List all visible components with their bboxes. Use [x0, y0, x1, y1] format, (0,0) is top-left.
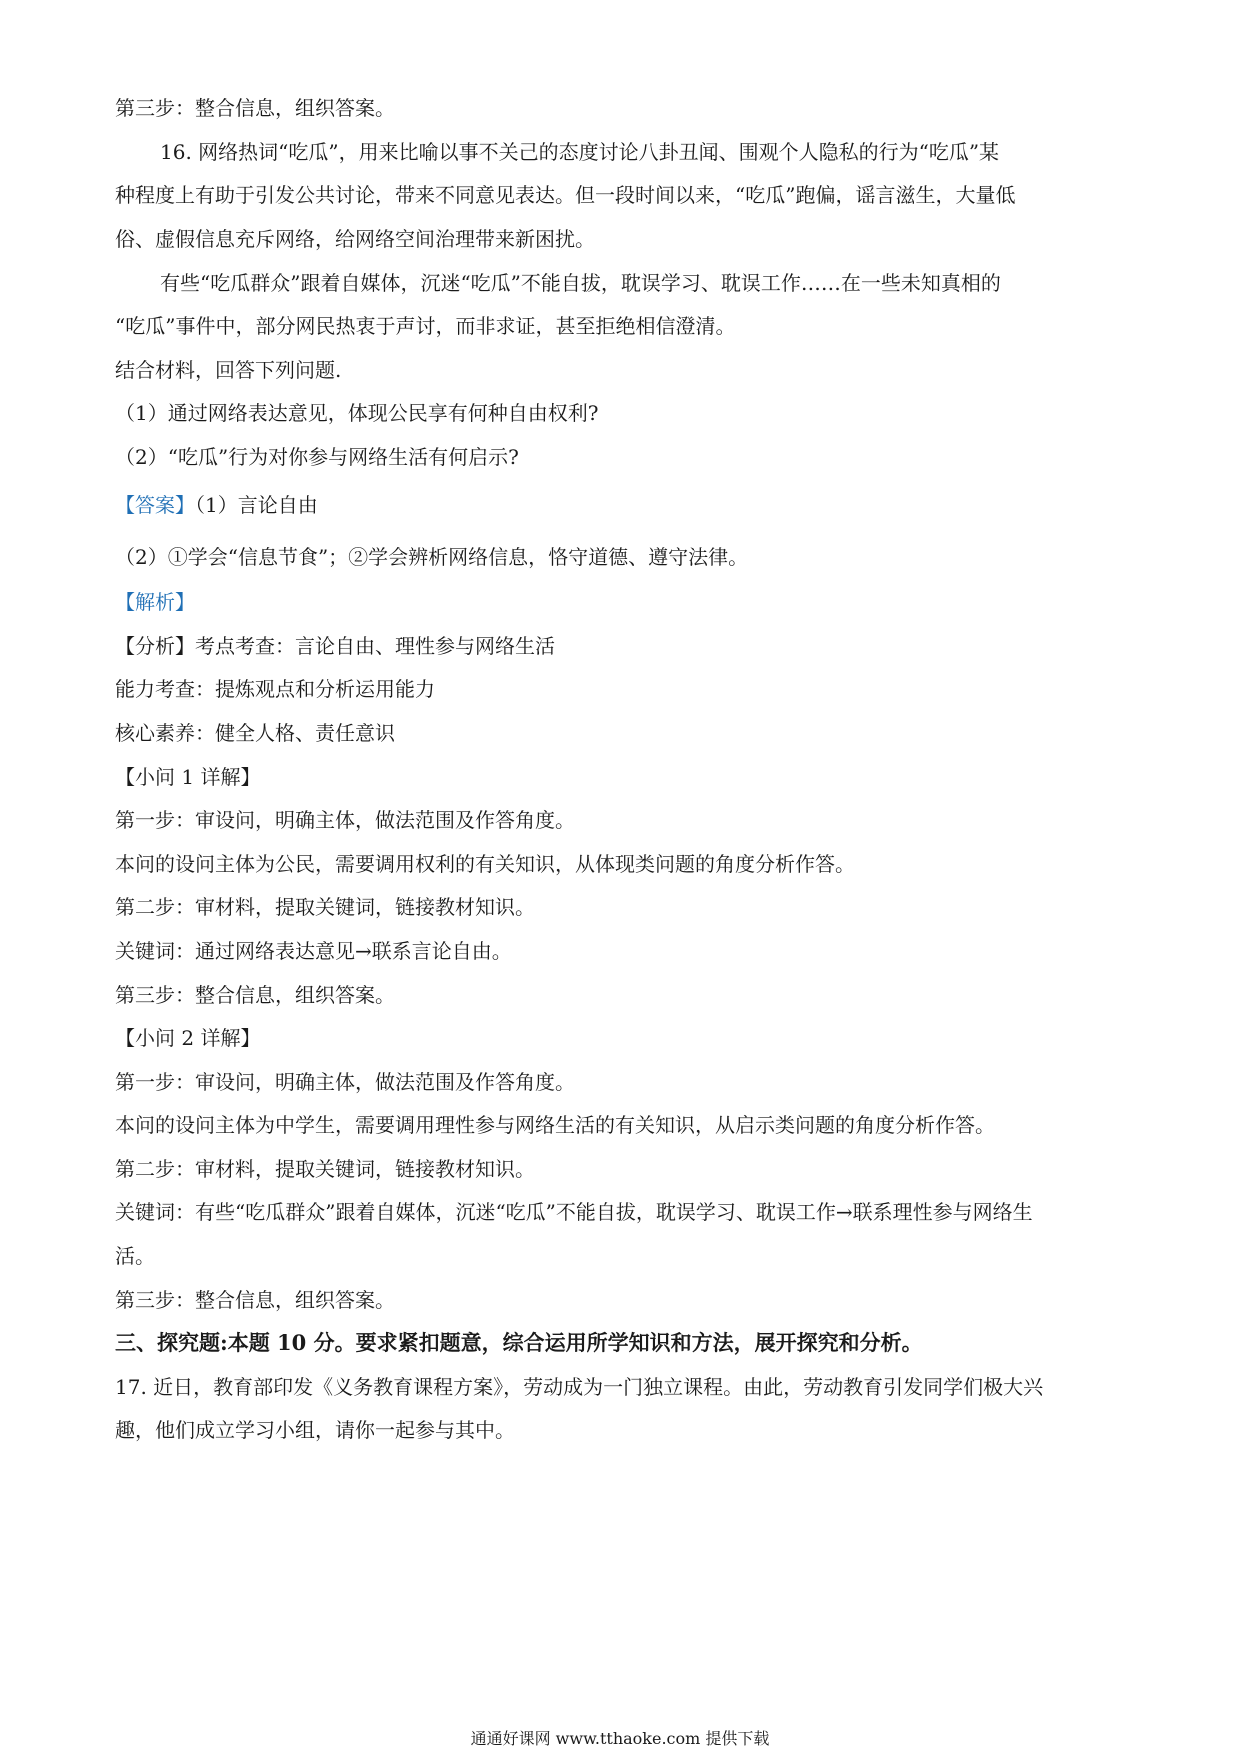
text-line: 活。	[115, 1244, 155, 1268]
subsection-heading: 【小问 2 详解】	[115, 1026, 261, 1050]
text-line: 本问的设问主体为公民，需要调用权利的有关知识，从体现类问题的角度分析作答。	[115, 852, 855, 876]
answer-tag: 【答案】	[115, 493, 195, 517]
section-heading: 三、探究题:本题 10 分。要求紧扣题意，综合运用所学知识和方法，展开探究和分析。	[115, 1330, 923, 1355]
answer-1: （1）言论自由	[195, 493, 318, 517]
question-17-stem: 17. 近日，教育部印发《义务教育课程方案》，劳动成为一门独立课程。由此，劳动教育引发同学们极大兴	[115, 1375, 1044, 1399]
text-line: 能力考查：提炼观点和分析运用能力	[115, 677, 435, 701]
text-line: 俗、虚假信息充斥网络，给网络空间治理带来新困扰。	[115, 227, 595, 251]
text-line: “吃瓜”事件中，部分网民热衷于声讨，而非求证，甚至拒绝相信澄清。	[115, 314, 736, 338]
text-line: 趣，他们成立学习小组，请你一起参与其中。	[115, 1418, 515, 1442]
text-line: 第三步：整合信息，组织答案。	[115, 983, 395, 1007]
text-line: 核心素养：健全人格、责任意识	[115, 721, 395, 745]
text-line: 本问的设问主体为中学生，需要调用理性参与网络生活的有关知识，从启示类问题的角度分析作答。	[115, 1113, 995, 1137]
answer-2: （2）①学会“信息节食”；②学会辨析网络信息，恪守道德、遵守法律。	[115, 545, 749, 569]
sub-question-1: （1）通过网络表达意见，体现公民享有何种自由权利?	[115, 401, 599, 425]
text-line: 第二步：审材料，提取关键词，链接教材知识。	[115, 895, 535, 919]
text-line: 第二步：审材料，提取关键词，链接教材知识。	[115, 1157, 535, 1181]
text-line: 种程度上有助于引发公共讨论，带来不同意见表达。但一段时间以来，“吃瓜”跑偏，谣言滋生，大量低	[115, 183, 1016, 207]
question-16-stem: 16. 网络热词“吃瓜”，用来比喻以事不关己的态度讨论八卦丑闻、围观个人隐私的行为“吃瓜”某	[160, 140, 1000, 164]
text-line: 结合材料，回答下列问题.	[115, 358, 342, 382]
text-line: 第一步：审设问，明确主体，做法范围及作答角度。	[115, 808, 575, 832]
footer-credit: 通通好课网 www.tthaoke.com 提供下载	[470, 1729, 770, 1748]
answer-line	[115, 492, 1125, 518]
text-line: 关键词：通过网络表达意见→联系言论自由。	[115, 939, 512, 963]
text-line: 第三步：整合信息，组织答案。	[115, 1288, 395, 1312]
text-line: 第一步：审设问，明确主体，做法范围及作答角度。	[115, 1070, 575, 1094]
sub-question-2: （2）“吃瓜”行为对你参与网络生活有何启示?	[115, 445, 519, 469]
text-line: 关键词：有些“吃瓜群众”跟着自媒体，沉迷“吃瓜”不能自拔，耽误学习、耽误工作→联系理性参与网络生	[115, 1200, 1033, 1224]
text-line: 【分析】考点考查：言论自由、理性参与网络生活	[115, 634, 555, 658]
subsection-heading: 【小问 1 详解】	[115, 765, 261, 789]
text-line: 有些“吃瓜群众”跟着自媒体，沉迷“吃瓜”不能自拔，耽误学习、耽误工作……在一些未知真相的	[160, 271, 1001, 295]
analysis-tag: 【解析】	[115, 590, 195, 614]
text-line: 第三步：整合信息，组织答案。	[115, 96, 395, 120]
